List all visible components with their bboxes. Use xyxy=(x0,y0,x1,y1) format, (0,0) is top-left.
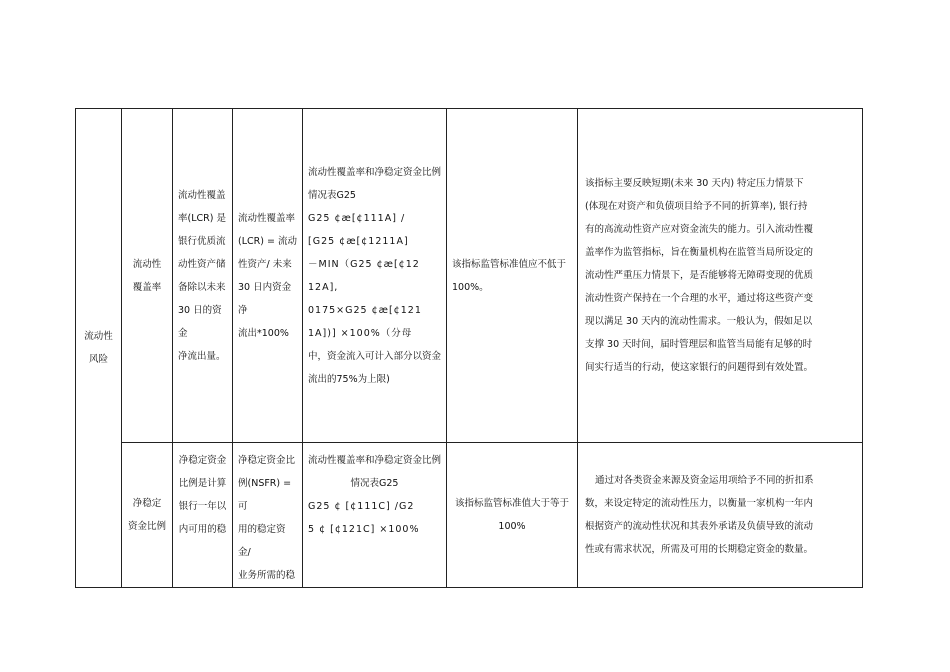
formula-line: 性资产/ 未来 xyxy=(238,258,292,270)
formula-line: 30 日内资金净 xyxy=(238,281,292,316)
table-row xyxy=(76,443,863,588)
standard-line: 该指标监管标准值大于等于 xyxy=(454,498,569,509)
description-line: 根据资产的流动性状况和其表外承诺及负债导致的流动 xyxy=(585,521,814,532)
indicator-name-line: 覆盖率 xyxy=(132,281,162,293)
definition-line: 净流出量。 xyxy=(178,350,226,362)
source-line: 流出的75%为上限) xyxy=(308,373,390,385)
source-line: 情况表G25 xyxy=(308,189,356,201)
source-line: 流动性覆盖率和净稳定资金比例 xyxy=(308,166,442,178)
source-line: 5 ¢ [¢121C] ×100% xyxy=(308,524,420,535)
category-line: 风险 xyxy=(88,354,108,365)
definition-line: 银行一年以 xyxy=(178,501,227,512)
formula-line: 净稳定资金比 xyxy=(238,455,296,466)
definition-line: 内可用的稳 xyxy=(178,524,227,535)
data-source-cell xyxy=(303,109,447,443)
definition-line: 备除以未来 xyxy=(178,281,226,293)
source-line: 0175×G25 ¢æ[¢121 xyxy=(308,304,422,316)
description-cell xyxy=(578,443,863,588)
description-line: 盖率作为监管指标，旨在衡量机构在监管当局所设定的 xyxy=(585,247,814,258)
indicator-name-line: 净稳定 xyxy=(132,498,162,509)
data-source-cell xyxy=(303,443,447,588)
formula-line: 例(NSFR) = 可 xyxy=(238,478,292,512)
table-row xyxy=(76,109,863,443)
description-line: 流动性严重压力情景下，是否能够将无障碍变现的优质 xyxy=(585,270,814,281)
description-line: 该指标主要反映短期(未来 30 天内) 特定压力情景下 xyxy=(585,178,804,189)
description-line: 数，来设定特定的流动性压力，以衡量一家机构一年内 xyxy=(585,498,814,509)
indicator-name-line: 资金比例 xyxy=(127,521,166,532)
formula-cell xyxy=(233,109,303,443)
source-line: G25 ¢æ[¢111A] / xyxy=(308,212,406,224)
formula-cell xyxy=(233,443,303,588)
standard-line: 该指标监管标准值应不低于 xyxy=(452,258,567,270)
category-line: 流动性 xyxy=(84,331,113,342)
source-line: [G25 ¢æ[¢1211A] xyxy=(308,235,409,247)
definition-cell xyxy=(173,109,233,443)
definition-line: 银行优质流 xyxy=(178,235,226,247)
source-line: 12A], xyxy=(308,281,339,293)
formula-line: 用的稳定资金/ xyxy=(238,524,286,558)
definition-cell xyxy=(173,443,233,588)
source-line: G25 ¢ [¢111C] /G2 xyxy=(308,501,415,512)
definition-line: 30 日的资金 xyxy=(178,304,222,339)
source-line: 中，资金流入可计入部分以资金 xyxy=(308,350,442,362)
liquidity-risk-table xyxy=(75,108,863,588)
definition-line: 动性资产储 xyxy=(178,258,226,270)
description-line: 现以满足 30 天内的流动性需求。一般认为，假如足以 xyxy=(585,316,813,327)
description-cell xyxy=(578,109,863,443)
indicator-name-cell xyxy=(122,109,173,443)
regulatory-standard-cell xyxy=(447,443,578,588)
source-line: －MIN（G25 ¢æ[¢12 xyxy=(308,258,420,270)
formula-line: 流出*100% xyxy=(238,327,289,339)
source-line: 流动性覆盖率和净稳定资金比例 xyxy=(308,455,442,466)
indicator-name-cell xyxy=(122,443,173,588)
definition-line: 率(LCR) 是 xyxy=(178,212,226,224)
description-line: 通过对各类资金来源及资金运用项给予不同的折扣系 xyxy=(595,475,814,486)
description-line: 有的高流动性资产应对资金流失的能力。引入流动性覆 xyxy=(585,224,814,235)
source-line: 情况表G25 xyxy=(350,478,399,489)
description-line: 流动性资产保持在一个合理的水平，通过将这些资产变 xyxy=(585,293,814,304)
indicator-name-line: 流动性 xyxy=(132,258,162,270)
formula-line: (LCR) = 流动 xyxy=(238,235,297,247)
definition-line: 流动性覆盖 xyxy=(178,189,226,201)
formula-line: 流动性覆盖率 xyxy=(238,212,296,224)
definition-line: 比例是计算 xyxy=(178,478,227,489)
description-line: 支撑 30 天时间，届时管理层和监管当局能有足够的时 xyxy=(585,339,813,350)
regulatory-standard-cell xyxy=(447,109,578,443)
description-line: (体现在对资产和负债项目给予不同的折算率), 银行持 xyxy=(585,201,808,212)
formula-line: 业务所需的稳 xyxy=(238,570,296,581)
source-line: 1A])] ×100%（分母 xyxy=(308,327,413,339)
description-line: 性或有需求状况，所需及可用的长期稳定资金的数量。 xyxy=(585,544,814,555)
document-table xyxy=(75,108,863,588)
category-cell xyxy=(76,109,122,588)
standard-line: 100% xyxy=(498,521,526,532)
description-line: 间实行适当的行动，使这家银行的问题得到有效处置。 xyxy=(585,362,814,373)
definition-line: 净稳定资金 xyxy=(178,455,227,466)
standard-line: 100%。 xyxy=(452,281,489,293)
